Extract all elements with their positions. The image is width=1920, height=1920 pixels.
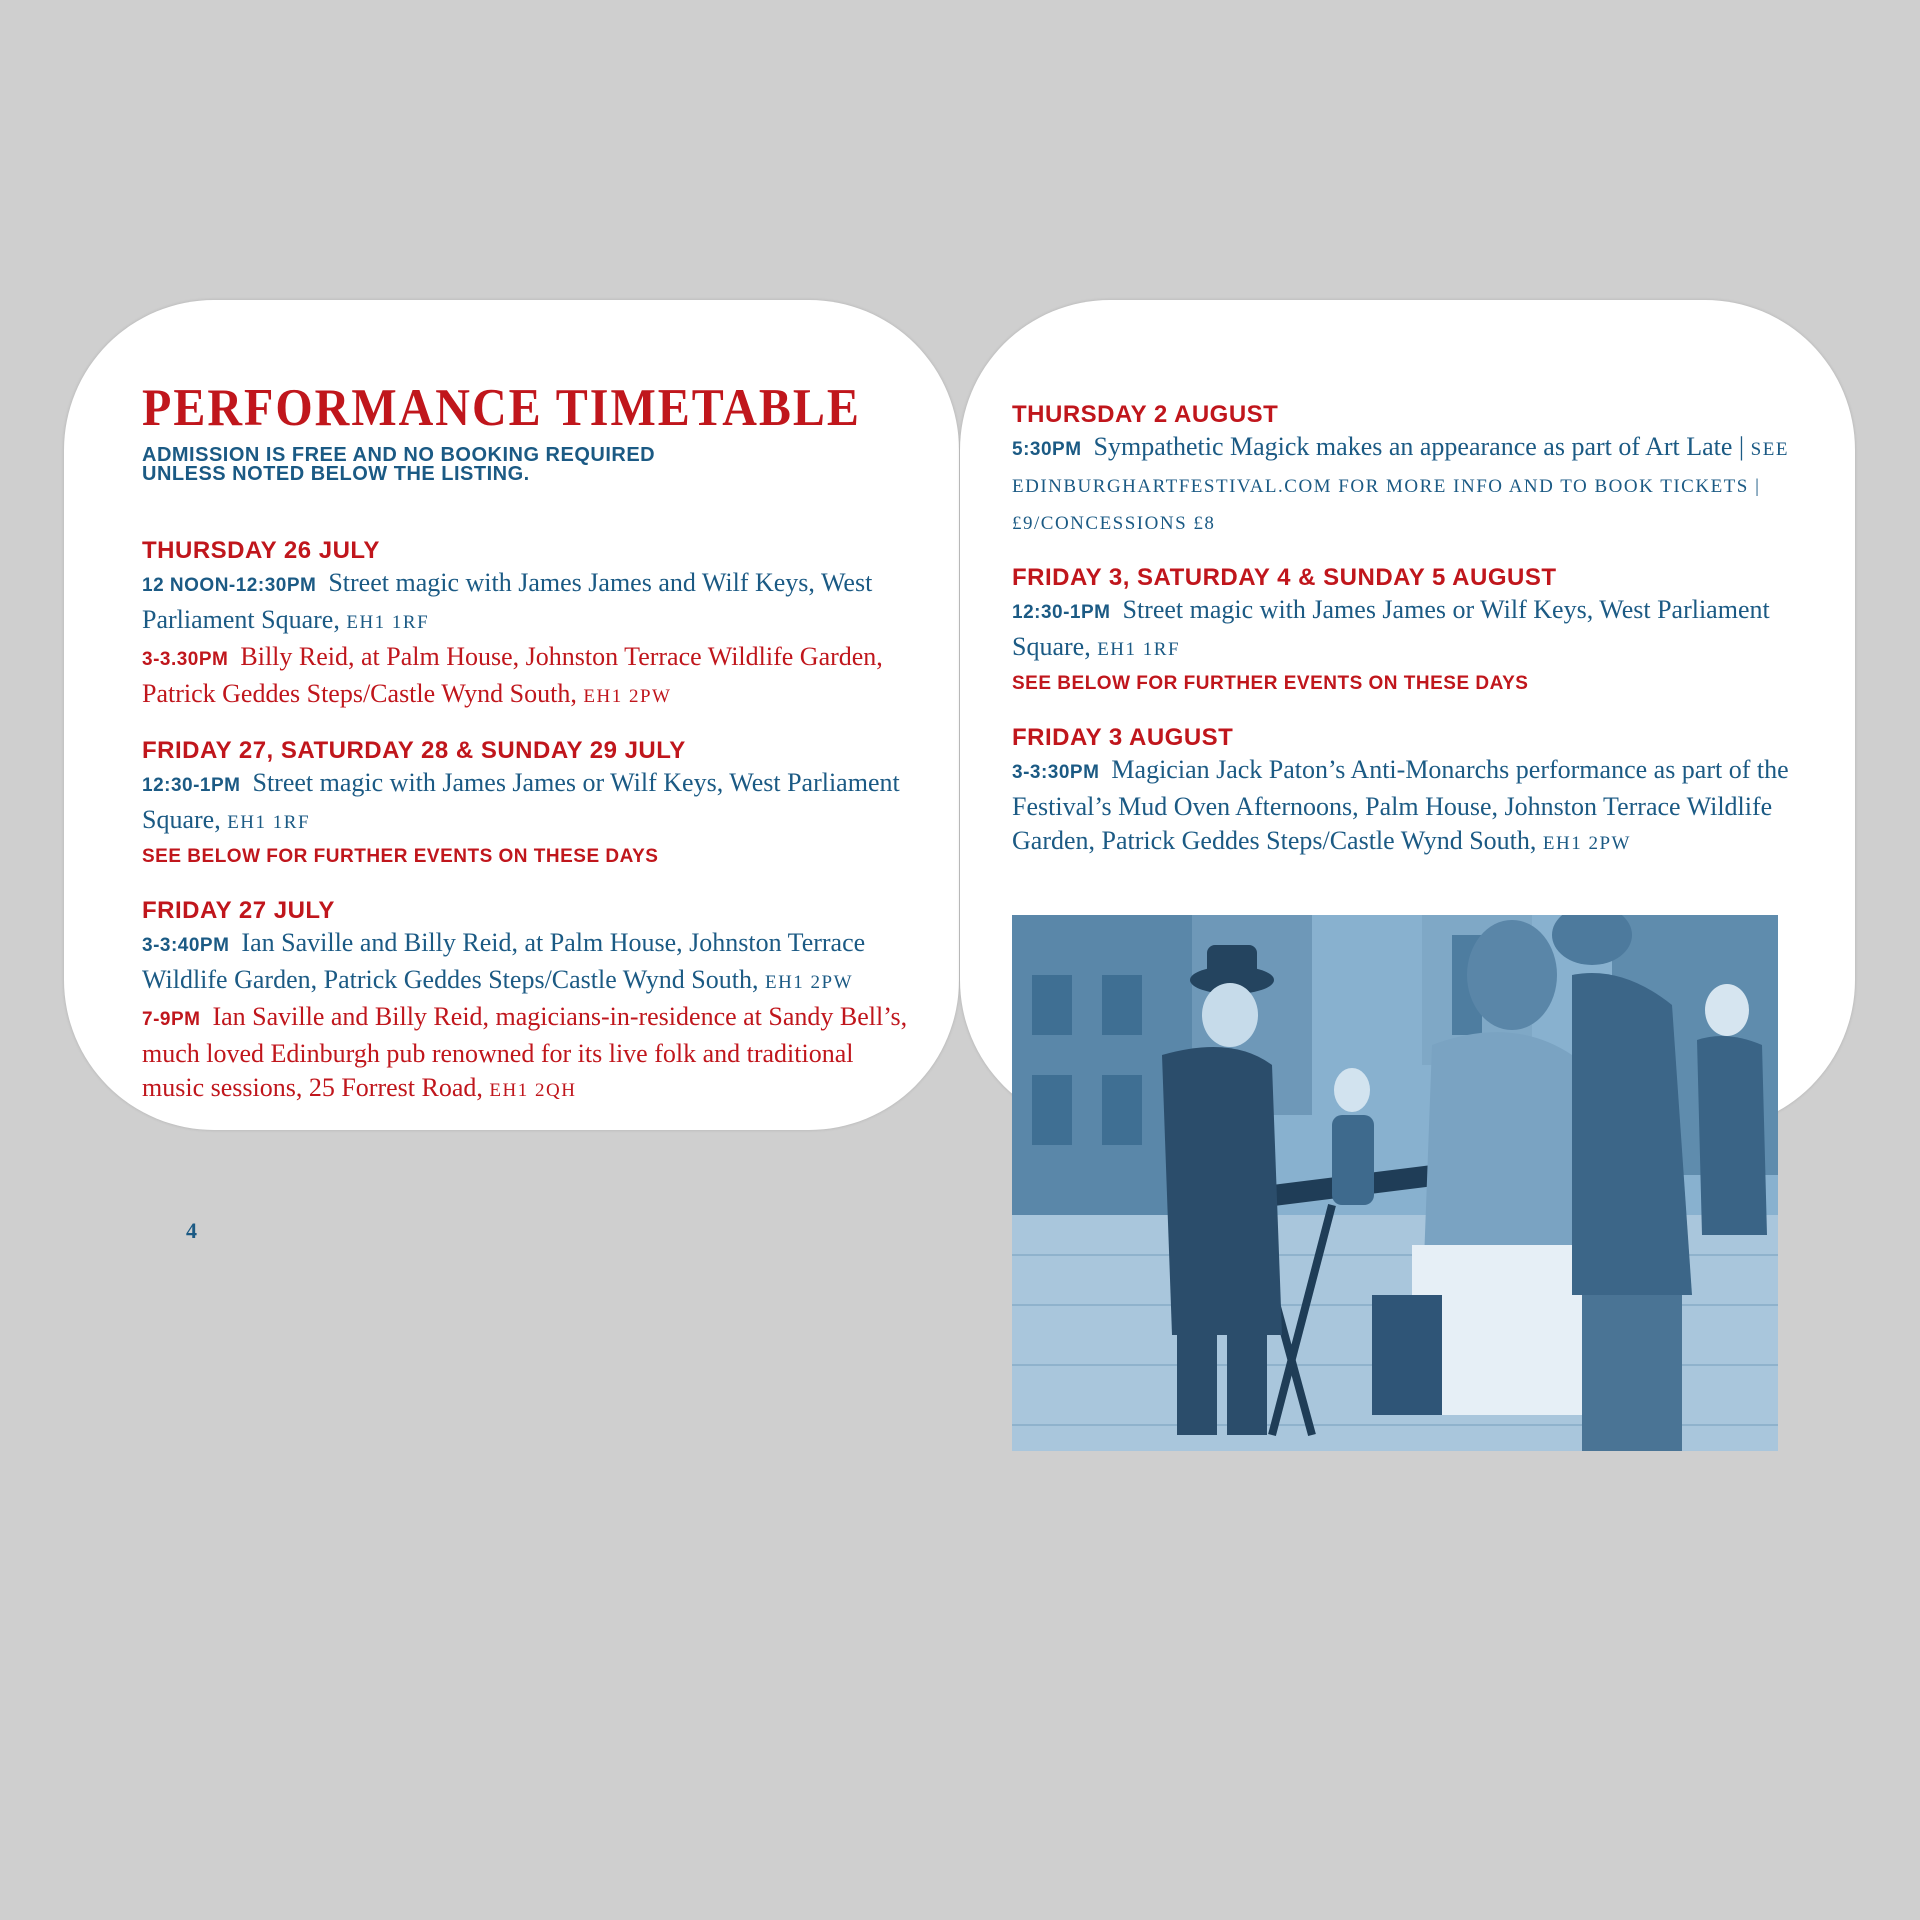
event-postcode: EH1 2PW: [583, 686, 672, 707]
schedule-day-section: [1012, 723, 1802, 861]
day-heading: THURSDAY 2 AUGUST: [1012, 401, 1279, 428]
event-postcode: EH1 2QH: [489, 1080, 577, 1101]
event-postcode: EH1 1RF: [1097, 639, 1181, 660]
event-description: Ian Saville and Billy Reid, magicians-in-residence at Sandy Bell’s, much loved Edinburgh pub renowned for its live folk and traditional music sessions, 25 Forrest Road,: [142, 1002, 908, 1102]
right-page-content: [1012, 400, 1802, 861]
event-postcode: EH1 2PW: [1542, 833, 1631, 854]
schedule-day-section: [142, 896, 912, 1108]
event-entry: [1012, 430, 1802, 541]
event-description: Magician Jack Paton’s Anti-Monarchs performance as part of the Festival’s Mud Oven Afternoons, Palm House, Johnston Terrace Wildlife Garden, Patrick Geddes Steps/Castle Wynd South,: [1012, 755, 1789, 855]
page-title: PERFORMANCE TIMETABLE: [142, 378, 861, 438]
event-description: Billy Reid, at Palm House, Johnston Terrace Wildlife Garden, Patrick Geddes Steps/Castle Wynd South,: [142, 642, 883, 708]
further-events-note: SEE BELOW FOR FURTHER EVENTS ON THESE DAYS: [1012, 673, 1529, 694]
event-entry: [142, 1000, 912, 1108]
event-time: 3-3:40PM: [142, 935, 230, 956]
event-description: Sympathetic Magick makes an appearance as part of Art Late |: [1093, 432, 1751, 461]
event-time: 7-9PM: [142, 1009, 201, 1030]
event-postcode: EH1 2PW: [764, 972, 854, 993]
event-entry: [142, 766, 912, 840]
event-description: Ian Saville and Billy Reid, at Palm House, Johnston Terrace Wildlife Garden, Patrick Geddes Steps/Castle Wynd South,: [142, 928, 866, 994]
day-heading: FRIDAY 3 AUGUST: [1012, 724, 1234, 751]
page-number-left: 4: [186, 1218, 197, 1243]
event-postcode: EH1 1RF: [227, 812, 311, 833]
left-page-content: [142, 380, 912, 1130]
admission-note: ADMISSION IS FREE AND NO BOOKING REQUIRED UNLESS NOTED BELOW THE LISTING.: [142, 444, 656, 485]
event-description: Street magic with James James or Wilf Keys, West Parliament Square,: [1012, 595, 1770, 661]
event-entry: [142, 566, 912, 640]
day-heading: FRIDAY 27, SATURDAY 28 & SUNDAY 29 JULY: [142, 737, 686, 764]
event-entry: [1012, 593, 1802, 667]
day-heading: FRIDAY 27 JULY: [142, 897, 335, 924]
event-postcode: EH1 1RF: [346, 612, 430, 633]
event-entry: [1012, 753, 1802, 861]
photo-illustration: [1012, 915, 1778, 1451]
left-schedule: [142, 536, 912, 1130]
event-time: 3-3:30PM: [1012, 762, 1100, 783]
event-entry: [142, 640, 912, 714]
event-time: 12:30-1PM: [142, 775, 241, 796]
event-time: 3-3.30PM: [142, 649, 229, 670]
schedule-day-section: [142, 736, 912, 874]
further-events-note: SEE BELOW FOR FURTHER EVENTS ON THESE DAYS: [142, 846, 659, 867]
left-page: [64, 300, 959, 1130]
schedule-day-section: [142, 536, 912, 714]
day-heading: FRIDAY 3, SATURDAY 4 & SUNDAY 5 AUGUST: [1012, 564, 1557, 591]
event-entry: [142, 926, 912, 1000]
event-time: 12 NOON-12:30PM: [142, 575, 317, 596]
day-heading: THURSDAY 26 JULY: [142, 537, 380, 564]
event-time: 5:30PM: [1012, 439, 1082, 460]
event-description: Street magic with James James and Wilf Keys, West Parliament Square,: [142, 568, 873, 634]
event-time: 12:30-1PM: [1012, 602, 1111, 623]
schedule-day-section: [1012, 563, 1802, 701]
event-postcode: SEE EDINBURGHARTFESTIVAL.COM FOR MORE INFO AND TO BOOK TICKETS | £9/CONCESSIONS £8: [1012, 439, 1789, 534]
schedule-day-section: [1012, 400, 1802, 541]
street-magic-photo: [1012, 915, 1778, 1451]
event-description: Street magic with James James or Wilf Keys, West Parliament Square,: [142, 768, 900, 834]
right-schedule: [1012, 400, 1802, 861]
